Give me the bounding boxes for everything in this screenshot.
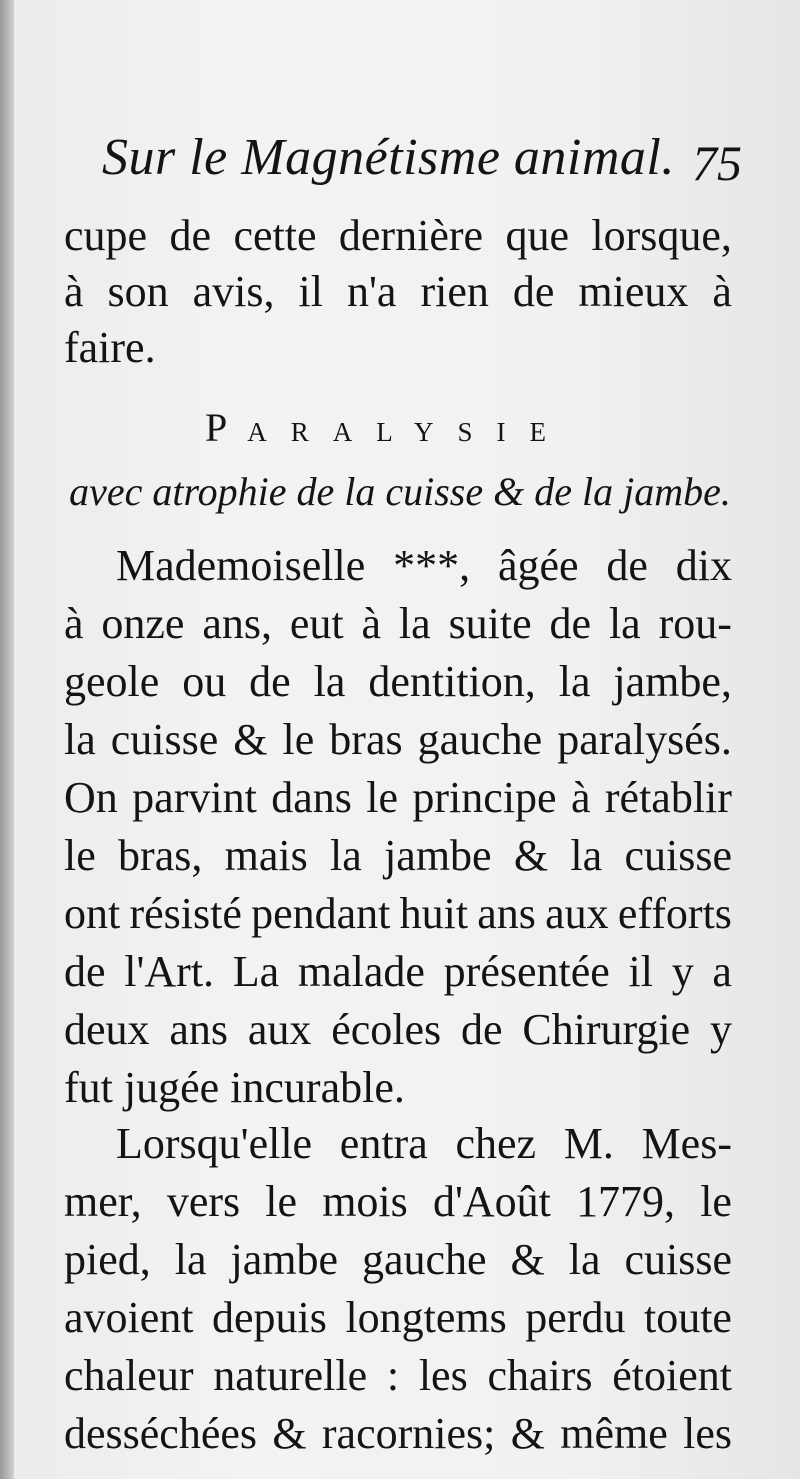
page-number: 75 <box>692 135 742 191</box>
text-line: avoient depuis longtems perdu toute <box>64 1293 732 1342</box>
text-line: à onze ans, eut à la suite de la rou- <box>64 599 732 648</box>
text-line: deux ans aux écoles de Chirurgie y <box>64 1005 732 1054</box>
running-head: Sur le Magnétisme animal. <box>102 129 675 186</box>
section-heading <box>205 404 570 451</box>
section-subtitle: avec atrophie de la cuisse & de la jambe. <box>69 469 731 514</box>
text-line: fut jugée incurable. <box>64 1063 405 1112</box>
page-gutter-shadow <box>0 0 14 1479</box>
text-line: le bras, mais la jambe & la cuisse <box>64 831 732 880</box>
text-line: geole ou de la dentition, la jambe, <box>64 657 732 706</box>
text-line: à son avis, il n'a rien de mieux à <box>64 267 732 316</box>
section-heading-initial: P <box>205 405 248 450</box>
text-line: mer, vers le mois d'Août 1779, le <box>64 1177 732 1226</box>
text-line: pied, la jambe gauche & la cuisse <box>64 1235 732 1284</box>
text-line: faire. <box>64 323 156 372</box>
text-line: Lorsqu'elle entra chez M. Mes- <box>116 1119 732 1168</box>
text-line: ont résisté pendant huit ans aux efforts <box>64 889 732 938</box>
text-line: la cuisse & le bras gauche paralysés. <box>64 715 732 764</box>
section-heading-rest: ARALYSIE <box>247 417 571 447</box>
text-line: chaleur naturelle : les chairs étoient <box>64 1351 732 1400</box>
text-line: On parvint dans le principe à rétablir <box>64 773 732 822</box>
text-line: cupe de cette dernière que lorsque, <box>64 211 732 260</box>
text-line: de l'Art. La malade présentée il y a <box>64 947 732 996</box>
text-line: desséchées & racornies; & même les <box>64 1409 732 1458</box>
text-line: Mademoiselle ***, âgée de dix <box>116 541 732 590</box>
page-header <box>102 128 742 208</box>
